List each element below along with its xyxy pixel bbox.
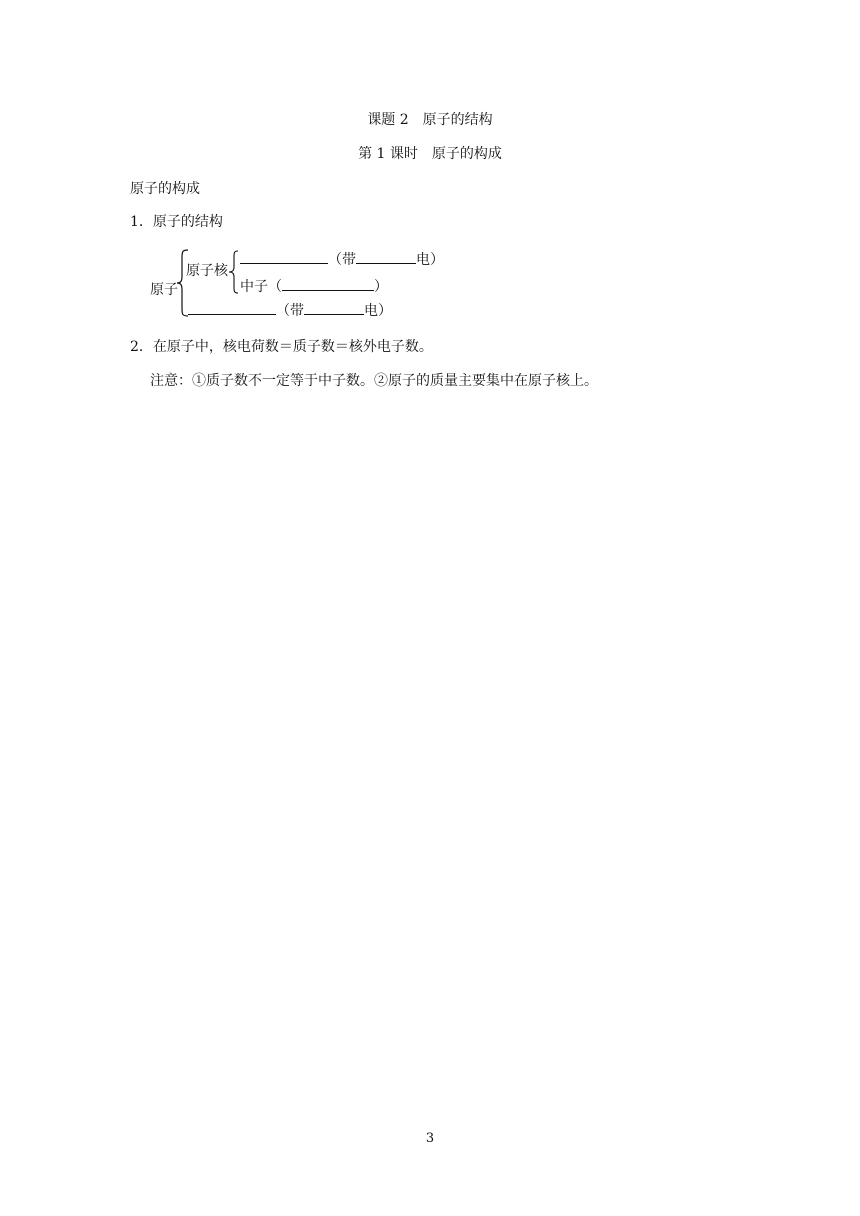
proton-charge-blank[interactable]	[356, 249, 416, 264]
neutron-row	[240, 276, 388, 296]
page-title: 课题 2 原子的结构	[367, 112, 493, 128]
page-subtitle: 第 1 课时 原子的构成	[358, 146, 502, 162]
electron-row	[188, 300, 392, 320]
nucleus-label: 原子核	[186, 263, 228, 279]
section-heading: 原子的构成	[130, 181, 200, 197]
neutron-label: 中子（	[240, 279, 282, 295]
neutron-charge-blank[interactable]	[282, 276, 374, 291]
note-text: 注意：①质子数不一定等于中子数。②原子的质量主要集中在原子核上。	[150, 373, 598, 389]
atom-label: 原子	[150, 282, 178, 298]
nucleus-brace-icon	[228, 250, 240, 294]
electron-name-blank[interactable]	[188, 300, 276, 315]
item-2-text: 2．在原子中，核电荷数＝质子数＝核外电子数。	[130, 339, 433, 355]
charge-open-text-2: （带	[276, 303, 304, 319]
charge-close-text-2: 电）	[364, 303, 392, 319]
page-number: 3	[425, 1131, 435, 1146]
proton-name-blank[interactable]	[240, 249, 328, 264]
close-paren-text: ）	[374, 279, 388, 295]
proton-row	[240, 249, 444, 269]
charge-close-text: 电）	[416, 252, 444, 268]
item-1-label: 1．原子的结构	[130, 214, 223, 230]
charge-open-text: （带	[328, 252, 356, 268]
electron-charge-blank[interactable]	[304, 300, 364, 315]
